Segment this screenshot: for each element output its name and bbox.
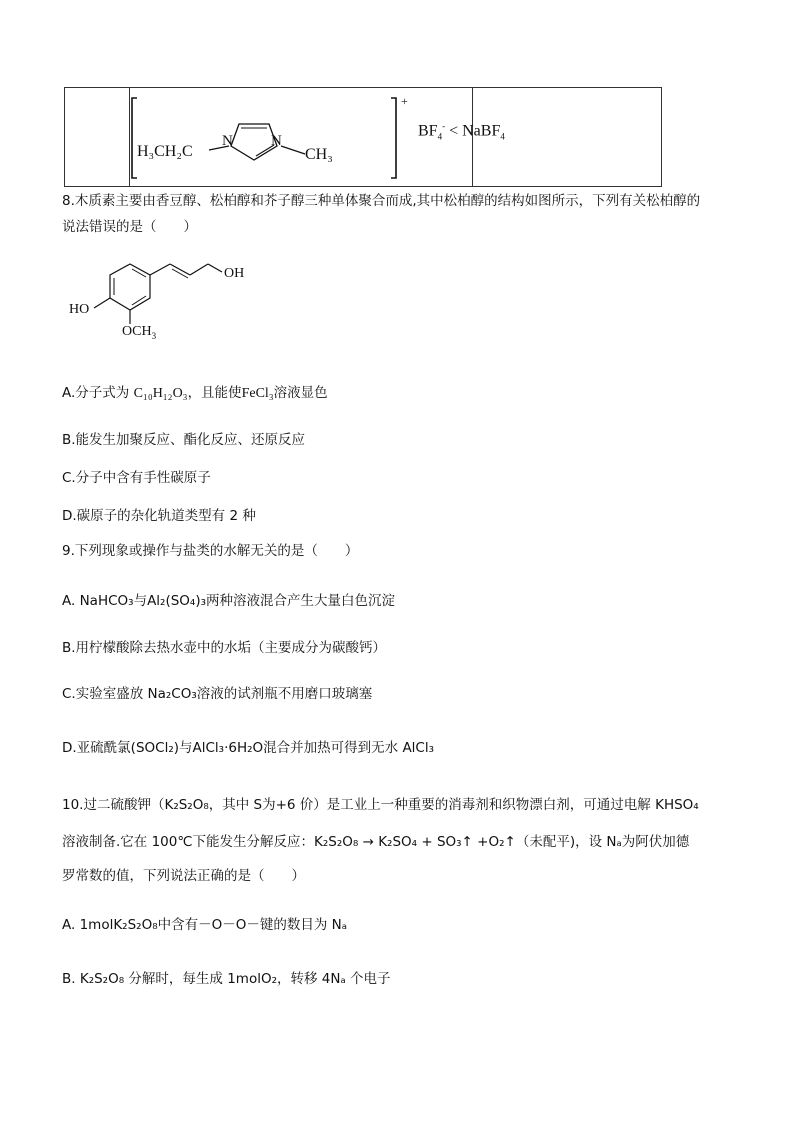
methyl-group-label: CH₃	[305, 146, 333, 163]
q9-option-d: D.亚硫酰氯(SOCl₂)与AlCl₃·6H₂O混合并加热可得到无水 AlCl₃	[62, 740, 435, 756]
coniferyl-alcohol-structure	[60, 250, 260, 350]
methoxy-label: $OCH_3$	[122, 324, 157, 341]
q8-option-c: C.分子中含有手性碳原子	[62, 470, 211, 486]
table-cell-empty	[65, 88, 130, 186]
q10-stem-line2: 溶液制备.它在 100℃下能发生分解反应：K₂S₂O₈ → K₂SO₄ + SO₃↑ +O₂↑（未配平)，设 Nₐ为阿伏加德	[62, 834, 690, 850]
q9-option-a: A. NaHCO₃与Al₂(SO₄)₃两种溶液混合产生大量白色沉淀	[62, 593, 396, 609]
q9-option-b: B.用柠檬酸除去热水壶中的水垢（主要成分为碳酸钙）	[62, 640, 387, 656]
q9-option-c: C.实验室盛放 Na₂CO₃溶液的试剂瓶不用磨口玻璃塞	[62, 686, 373, 702]
q8-option-d: D.碳原子的杂化轨道类型有 2 种	[62, 508, 256, 524]
q8-stem-line1: 8.木质素主要由香豆醇、松柏醇和芥子醇三种单体聚合而成,其中松柏醇的结构如图所示，下列有关松柏醇的	[62, 193, 701, 209]
nitrogen-2-label: N	[271, 133, 282, 149]
q8-option-a: A.分子式为 C₁₀H₁₂O₃，且能使FeCl₃溶液显色	[62, 385, 328, 401]
ethyl-group-label: H₃CH₂C	[137, 143, 193, 160]
q8-option-b: B.能发生加聚反应、酯化反应、还原反应	[62, 432, 306, 448]
q10-stem-line3: 罗常数的值，下列说法正确的是（ ）	[62, 868, 305, 884]
hydroxyl-label: OH	[224, 266, 245, 281]
cation-charge: +	[401, 94, 408, 108]
q10-option-b: B. K₂S₂O₈ 分解时，每生成 1molO₂，转移 4Nₐ 个电子	[62, 971, 391, 987]
q10-stem-line1: 10.过二硫酸钾（K₂S₂O₈，其中 S为+6 价）是工业上一种重要的消毒剂和织物漂白剂，可通过电解 KHSO₄	[62, 797, 699, 813]
nitrogen-1-label: N	[222, 133, 233, 149]
phenol-label: HO	[69, 302, 90, 317]
reaction-comparison: $BF_4^-$ < NaBF$_4$	[418, 121, 505, 142]
reaction-table-row	[64, 87, 662, 187]
q8-stem-line2: 说法错误的是（ ）	[62, 219, 197, 235]
q9-stem: 9.下列现象或操作与盐类的水解无关的是（ ）	[62, 543, 359, 559]
q10-option-a: A. 1molK₂S₂O₈中含有－O－O－键的数目为 Nₐ	[62, 917, 348, 933]
